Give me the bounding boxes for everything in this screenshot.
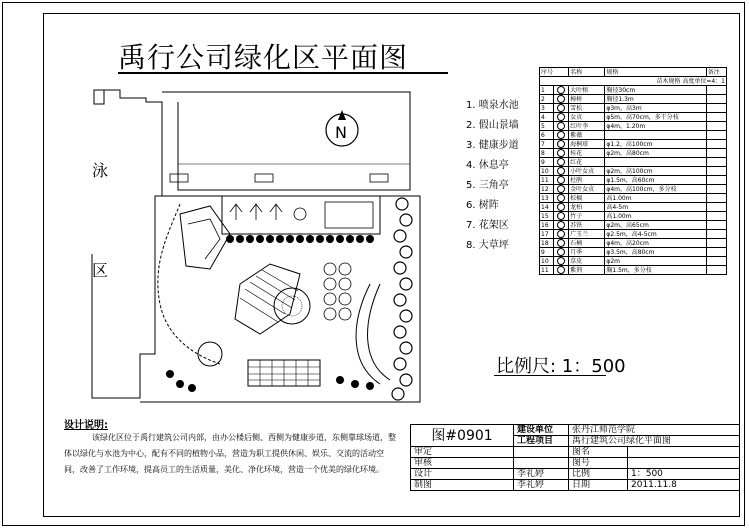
plant-no: 7 — [540, 140, 554, 149]
plant-symbol — [554, 266, 569, 275]
plant-spec: φ1.5m，高60cm — [605, 176, 706, 185]
plant-name: 樟树 — [569, 95, 605, 104]
plant-name: 女贞 — [569, 113, 605, 122]
plant-spec: φ4m，高20cm — [605, 239, 706, 248]
plant-no: 9 — [540, 248, 554, 257]
tree-symbol-icon — [557, 239, 565, 247]
plant-name: 草皮 — [569, 257, 605, 266]
plant-note — [706, 194, 726, 203]
tree-symbol-icon — [557, 203, 565, 211]
plant-row — [540, 167, 727, 176]
plant-symbol — [554, 230, 569, 239]
plant-symbol — [554, 113, 569, 122]
scale-text: 比例尺: 1：500 — [496, 356, 626, 377]
plant-name: 龙柏 — [569, 203, 605, 212]
plant-note — [706, 122, 726, 131]
plant-note — [706, 167, 726, 176]
plant-spec: φ2.5m，高4-5cm — [605, 230, 706, 239]
plant-no: 4 — [540, 113, 554, 122]
plant-spec: 高1.00m — [605, 212, 706, 221]
plant-spec: 胸径1.3m — [605, 95, 706, 104]
plant-symbol — [554, 122, 569, 131]
plant-spec: φ2m，高100cm — [605, 167, 706, 176]
plant-table-header-cell: 序号 — [540, 68, 569, 77]
plant-row — [540, 113, 727, 122]
plant-symbol — [554, 149, 569, 158]
plant-name: 广玉兰 — [569, 230, 605, 239]
tree-symbol-icon — [557, 212, 565, 220]
plant-name: 海桐球 — [569, 140, 605, 149]
plant-name: 小叶女贞 — [569, 167, 605, 176]
plant-symbol — [554, 167, 569, 176]
plant-no: 10 — [540, 257, 554, 266]
plant-no: 1 — [540, 86, 554, 95]
plant-spec: 胸径30cm — [605, 86, 706, 95]
plant-no: 10 — [540, 167, 554, 176]
title-block — [410, 424, 740, 491]
number-label: 图号 — [569, 458, 628, 469]
tree-symbol-icon — [557, 185, 565, 193]
plant-symbol — [554, 131, 569, 140]
office-outline — [162, 92, 410, 190]
plant-symbol — [554, 239, 569, 248]
plant-table-header-cell: 规格 — [605, 68, 706, 77]
design-name: 李礼婷 — [514, 469, 569, 480]
scale-underline — [494, 375, 606, 376]
plant-name: 石楠 — [569, 239, 605, 248]
drawing-number: 图#0901 — [411, 425, 514, 447]
tree-symbol-icon — [557, 149, 565, 157]
build-unit-label: 建设单位 — [514, 425, 569, 436]
plant-row — [540, 203, 727, 212]
plant-no: 3 — [540, 104, 554, 113]
plant-name: 月季 — [569, 248, 605, 257]
plant-note — [706, 140, 726, 149]
plant-row — [540, 95, 727, 104]
legend-item: 6. 树阵 — [466, 200, 499, 211]
plant-symbol — [554, 248, 569, 257]
plant-row — [540, 212, 727, 221]
legend-item: 4. 休息亭 — [466, 160, 509, 171]
tree-symbol-icon — [557, 176, 565, 184]
health-trail — [158, 204, 220, 364]
plant-no: 9 — [540, 158, 554, 167]
plant-row — [540, 194, 727, 203]
plant-name: 竹子 — [569, 212, 605, 221]
plant-row — [540, 140, 727, 149]
tree-symbol-icon — [557, 257, 565, 265]
plant-name: 棕榈 — [569, 194, 605, 203]
plant-row — [540, 230, 727, 239]
plant-no: 12 — [540, 185, 554, 194]
garden-boundary — [140, 196, 420, 402]
plant-note — [706, 212, 726, 221]
site-plan — [80, 84, 430, 404]
plant-spec: φ5m，高70cm，多干分枝 — [605, 113, 706, 122]
check-label: 审核 — [411, 458, 514, 469]
plant-symbol — [554, 185, 569, 194]
plant-name: 苏铁 — [569, 221, 605, 230]
tree-symbol-icon — [557, 113, 565, 121]
plant-note — [706, 113, 726, 122]
plant-spec: φ1.2，高100cm — [605, 140, 706, 149]
check-value — [514, 458, 569, 469]
tree-symbol-icon — [557, 104, 565, 112]
plant-no: 13 — [540, 194, 554, 203]
plant-name: 红花 — [569, 158, 605, 167]
plant-note — [706, 203, 726, 212]
plant-table — [539, 67, 727, 275]
tree-symbol-icon — [557, 86, 565, 94]
plant-symbol — [554, 221, 569, 230]
notes-text: 该绿化区位于禹行建筑公司内部，由办公楼后侧、西侧为健康步道，东侧靠球场道，整体以绿化与水池为中心，配有不同的植物小品，营造为职工提供休闲、娱乐、交流的活动空间，改善了工作环境，提高员工的生活质量，美化、净化环境，营造一个优美的绿化环境。 — [64, 433, 396, 474]
plant-spec: 高1.00m — [605, 194, 706, 203]
plant-name: 红叶李 — [569, 122, 605, 131]
plant-name: 大叶榕 — [569, 86, 605, 95]
plant-no: 14 — [540, 203, 554, 212]
legend-item: 2. 假山景墙 — [466, 120, 519, 131]
plant-spec: φ4m，高100cm，多分枝 — [605, 185, 706, 194]
title-underline — [118, 72, 448, 74]
plant-no: 11 — [540, 266, 554, 275]
project-value: 禹行建筑公司绿化平面图 — [569, 436, 740, 447]
plant-table-header-cell: 备注 — [706, 68, 726, 77]
north-arrow-label: N — [335, 123, 347, 142]
review-value — [514, 447, 569, 458]
plant-no: 5 — [540, 122, 554, 131]
plant-no: 17 — [540, 230, 554, 239]
plant-row — [540, 266, 727, 275]
plant-note — [706, 104, 726, 113]
plant-note — [706, 239, 726, 248]
plant-no: 18 — [540, 239, 554, 248]
triangle-pavilion — [198, 342, 222, 366]
plant-spec — [605, 158, 706, 167]
project-label: 工程项目 — [514, 436, 569, 447]
page-title: 禹行公司绿化区平面图 — [118, 41, 409, 74]
plant-table-note: 苗木规格 高度单位=4：1 — [540, 77, 727, 86]
pool-label-2: 区 — [92, 261, 109, 280]
plant-symbol — [554, 212, 569, 221]
draw-label: 制图 — [411, 480, 514, 491]
plant-note — [706, 131, 726, 140]
pool-corner-block — [94, 90, 104, 104]
tree-symbol-icon — [557, 266, 565, 274]
plant-row — [540, 239, 727, 248]
legend — [466, 96, 519, 256]
plant-note — [706, 86, 726, 95]
plant-spec: φ3.5m，高80cm — [605, 248, 706, 257]
plant-name: 紫荆 — [569, 266, 605, 275]
plant-no: 11 — [540, 176, 554, 185]
plant-spec: φ3m，高3m — [605, 104, 706, 113]
tree-array — [324, 263, 351, 320]
plant-note — [706, 248, 726, 257]
legend-item: 1. 喷泉水池 — [466, 100, 519, 111]
legend-item: 5. 三角亭 — [466, 180, 509, 191]
date-value: 2011.11.8 — [628, 480, 740, 491]
plant-note — [706, 221, 726, 230]
name-value — [628, 447, 740, 458]
plant-spec: φ2m，高65cm — [605, 221, 706, 230]
plant-row — [540, 149, 727, 158]
plant-note — [706, 158, 726, 167]
pool-outline — [92, 90, 162, 398]
plant-row — [540, 122, 727, 131]
legend-item: 7. 花架区 — [466, 220, 509, 231]
plant-row — [540, 248, 727, 257]
plant-row — [540, 257, 727, 266]
plant-symbol — [554, 140, 569, 149]
plant-row — [540, 86, 727, 95]
plant-spec — [605, 131, 706, 140]
plant-spec: φ2m — [605, 257, 706, 266]
plant-no: 2 — [540, 95, 554, 104]
plant-no: 8 — [540, 149, 554, 158]
plant-note — [706, 95, 726, 104]
plant-symbol — [554, 158, 569, 167]
plant-no: 15 — [540, 212, 554, 221]
scale-value: 1：500 — [628, 469, 740, 480]
name-label: 图名 — [569, 447, 628, 458]
plant-note — [706, 230, 726, 239]
plant-note — [706, 176, 726, 185]
tree-symbol-icon — [557, 248, 565, 256]
plant-spec: φ2m，高80cm — [605, 149, 706, 158]
plant-name: 紫薇 — [569, 131, 605, 140]
legend-item: 8. 大草坪 — [466, 240, 509, 251]
plant-note — [706, 185, 726, 194]
scale-label: 比例 — [569, 469, 628, 480]
tree-symbol-icon — [557, 131, 565, 139]
plant-spec: 胸1.5m，多分枝 — [605, 266, 706, 275]
plant-no: 16 — [540, 221, 554, 230]
tree-symbol-icon — [557, 221, 565, 229]
tree-symbol-icon — [557, 140, 565, 148]
plant-row — [540, 221, 727, 230]
plant-symbol — [554, 257, 569, 266]
pool-label-1: 泳 — [92, 161, 109, 180]
tree-symbol-icon — [557, 158, 565, 166]
build-unit-value: 张丹江师范学院 — [569, 425, 740, 436]
plant-symbol — [554, 203, 569, 212]
review-label: 审定 — [411, 447, 514, 458]
plant-symbol — [554, 104, 569, 113]
plant-row — [540, 104, 727, 113]
legend-item: 3. 健康步道 — [466, 140, 519, 151]
plant-row — [540, 131, 727, 140]
plant-symbol — [554, 194, 569, 203]
tree-symbol-icon — [557, 167, 565, 175]
plant-no: 6 — [540, 131, 554, 140]
plant-symbol — [554, 95, 569, 104]
plant-table-header — [540, 68, 727, 77]
plant-note — [706, 257, 726, 266]
tree-symbol-icon — [557, 230, 565, 238]
draw-name: 李礼婷 — [514, 480, 569, 491]
plant-row — [540, 185, 727, 194]
number-value — [628, 458, 740, 469]
plant-row — [540, 158, 727, 167]
notes-title: 设计说明: — [64, 420, 108, 431]
plant-note — [706, 266, 726, 275]
plant-note — [706, 149, 726, 158]
plant-symbol — [554, 86, 569, 95]
plant-spec: φ4m，1.20m — [605, 122, 706, 131]
plant-name: 金叶女贞 — [569, 185, 605, 194]
tree-symbol-icon — [557, 194, 565, 202]
design-label: 设计 — [411, 469, 514, 480]
date-label: 日期 — [569, 480, 628, 491]
plant-row — [540, 176, 727, 185]
plant-name: 桂花 — [569, 149, 605, 158]
tree-symbol-icon — [557, 122, 565, 130]
plant-name: 杜鹃 — [569, 176, 605, 185]
plant-spec: 高4-5m — [605, 203, 706, 212]
plant-name: 雪松 — [569, 104, 605, 113]
tree-symbol-icon — [557, 95, 565, 103]
plant-table-body — [540, 86, 727, 275]
plant-symbol — [554, 176, 569, 185]
plant-table-header-cell: 名称 — [569, 68, 605, 77]
